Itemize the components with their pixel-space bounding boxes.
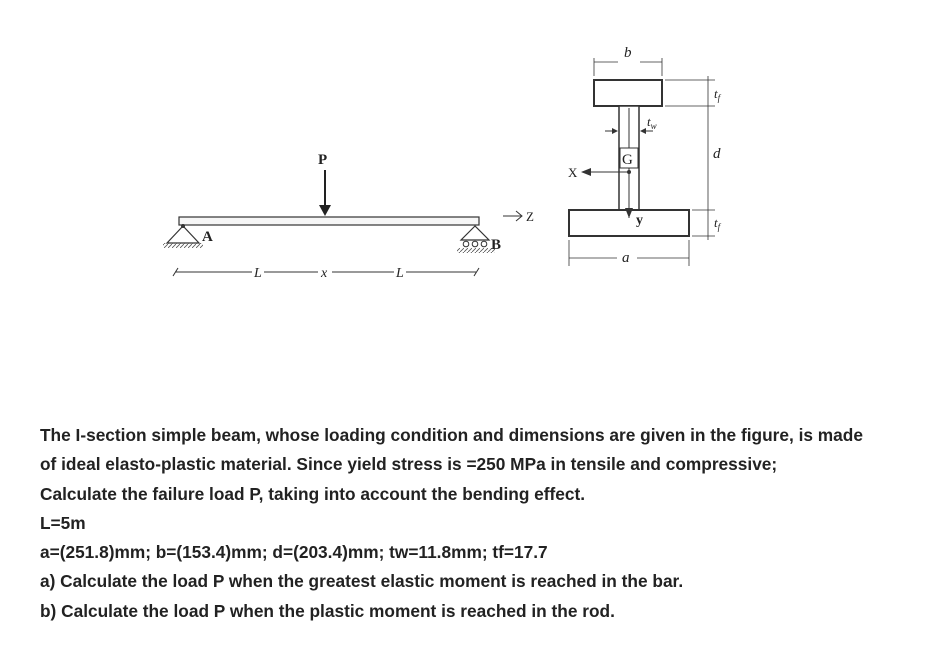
bottom-flange-thickness-label: $t_f$	[714, 215, 721, 232]
load-arrow	[319, 170, 331, 216]
intro-line-3: Calculate the failure load P, taking into account the bending effect.	[40, 483, 586, 504]
web-thickness-label: $t_w$	[647, 114, 657, 131]
midpoint-label: x	[321, 266, 328, 281]
i-section-diagram	[568, 45, 722, 266]
intro-line-1: The I-section simple beam, whose loading condition and dimensions are given in the figure, is made	[40, 425, 863, 445]
z-axis-arrow	[503, 211, 522, 221]
problem-statement	[40, 421, 940, 626]
width-b-label: b	[624, 45, 632, 61]
beam-and-section-figure	[0, 0, 943, 300]
beam	[179, 217, 479, 225]
z-axis-label: Z	[526, 209, 534, 224]
support-b-label: B	[491, 237, 502, 253]
axis-y-label: y	[636, 213, 643, 228]
top-flange-thickness-label: $t_f$	[714, 86, 721, 103]
depth-label: d	[713, 146, 721, 162]
length-given: L=5m	[40, 512, 86, 533]
span-right-label: L	[396, 266, 404, 281]
support-a-label: A	[202, 229, 213, 245]
intro-line-2: of ideal elasto-plastic material. Since yield stress is =250 MPa in tensile and compressive;	[40, 454, 778, 475]
axis-x-label: X	[568, 165, 578, 180]
beam-diagram	[163, 152, 534, 281]
top-flange	[594, 80, 662, 106]
dimensions-given: a=(251.8)mm; b=(153.4)mm; d=(203.4)mm; tw=11.8mm; tf=17.7	[40, 542, 548, 563]
roller-support-b	[457, 226, 495, 253]
pin-support-a	[163, 224, 203, 248]
question-a: a) Calculate the load P when the greatest elastic moment is reached in the bar.	[40, 571, 684, 592]
load-label: P	[318, 152, 328, 168]
span-left-label: L	[254, 266, 262, 281]
centroid-label: G	[622, 152, 633, 168]
question-b: b) Calculate the load P when the plastic moment is reached in the rod.	[40, 600, 615, 621]
width-a-label: a	[622, 250, 630, 266]
